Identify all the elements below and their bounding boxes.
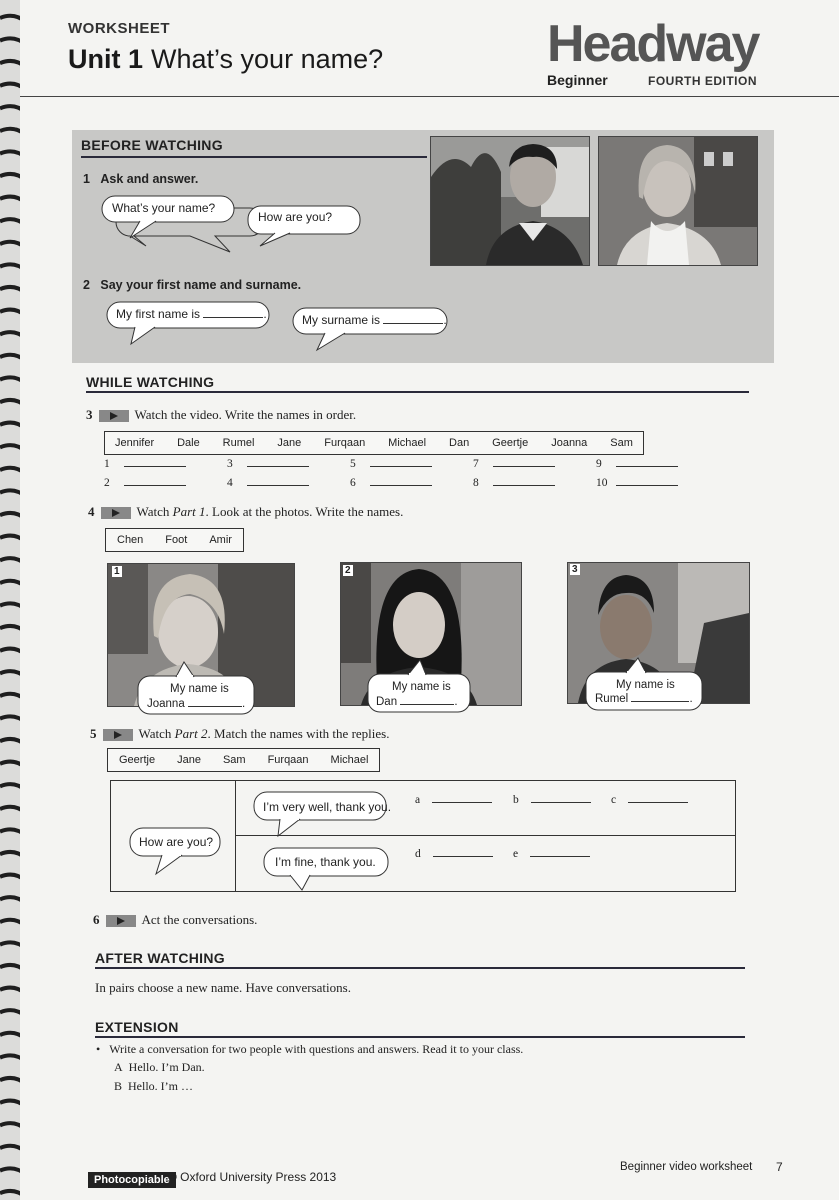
order-answer[interactable] (350, 458, 432, 470)
order-number: 9 (596, 458, 602, 470)
question-2 (83, 278, 301, 292)
question-1 (83, 172, 198, 186)
play-video-icon[interactable] (101, 507, 131, 519)
photo-number-3: 3 (572, 564, 578, 575)
answer-letter: d (415, 848, 421, 860)
unit-title (68, 44, 383, 75)
bubble-text: My surname is (302, 313, 381, 327)
question-number: 6 (93, 912, 100, 927)
section-rule (86, 391, 749, 393)
photo-1-line1: My name is (170, 683, 229, 695)
order-number: 1 (104, 458, 110, 470)
section-rule (81, 156, 427, 158)
question-number: 3 (86, 407, 93, 422)
name-option: Furqaan (324, 437, 366, 449)
reply-bubble-2 (262, 846, 392, 892)
answer-letter: e (513, 848, 519, 860)
order-answer[interactable] (473, 477, 555, 489)
unit-number: Unit 1 (68, 44, 144, 74)
photo-1-name: Joanna (147, 698, 185, 710)
name-option: Sam (610, 437, 633, 449)
order-answer[interactable] (596, 458, 678, 470)
question-bubble-text: How are you? (139, 835, 214, 849)
name-option: Furqaan (267, 754, 309, 766)
name-option: Foot (165, 534, 188, 546)
play-video-icon[interactable] (99, 410, 129, 422)
photo-3-name: Rumel (595, 693, 629, 705)
question-number: 4 (88, 504, 95, 519)
order-number: 3 (227, 458, 233, 470)
question-text: Watch (136, 504, 173, 519)
after-watching-text: In pairs choose a new name. Have conversations. (95, 980, 351, 995)
copyright: © Oxford University Press 2013 (168, 1170, 337, 1184)
order-answer[interactable] (104, 477, 186, 489)
question-5 (90, 726, 389, 742)
headway-logo: Headway (547, 15, 759, 73)
order-answer[interactable] (596, 477, 678, 489)
order-number: 7 (473, 458, 479, 470)
question-text: . Match the names with the replies. (207, 726, 390, 741)
names-box-q4 (105, 528, 244, 552)
question-number: 5 (90, 726, 97, 741)
level-label: Beginner (547, 72, 608, 88)
question-text: Act the conversations. (141, 912, 258, 927)
name-option: Chen (117, 534, 144, 546)
name-option: Michael (388, 437, 427, 449)
order-number: 4 (227, 477, 233, 489)
speaker-label: A (114, 1060, 123, 1074)
after-watching-heading: AFTER WATCHING (95, 950, 225, 966)
reply-1-text: I’m very well, thank you. (263, 800, 392, 814)
extension-line-b (114, 1079, 193, 1094)
section-rule (95, 967, 745, 969)
worksheet-label: WORKSHEET (68, 20, 170, 37)
order-answer[interactable] (473, 458, 555, 470)
match-answer[interactable] (415, 794, 492, 806)
question-text: Ask and answer. (100, 172, 199, 186)
order-number: 6 (350, 477, 356, 489)
question-text: Say your first name and surname. (100, 278, 302, 292)
question-4 (88, 504, 403, 520)
order-answer[interactable] (227, 458, 309, 470)
order-number: 10 (596, 477, 608, 489)
before-watching-heading: BEFORE WATCHING (81, 137, 223, 153)
name-option: Geertje (492, 437, 529, 449)
order-number: 5 (350, 458, 356, 470)
name-option: Jane (177, 754, 201, 766)
match-answer[interactable] (513, 794, 591, 806)
match-answer[interactable] (513, 848, 590, 860)
question-number: 2 (83, 278, 90, 292)
question-text-emphasis: Part 1 (172, 504, 206, 519)
photo-woman-street (598, 136, 758, 266)
extension-line-a (114, 1060, 205, 1075)
question-text: Watch (138, 726, 175, 741)
extension-bullet-text: Write a conversation for two people with questions and answers. Read it to your class. (109, 1042, 524, 1056)
question-3 (86, 407, 356, 423)
name-option: Rumel (222, 437, 255, 449)
names-box-q5 (107, 748, 380, 772)
play-video-icon[interactable] (106, 915, 136, 927)
photo-3-line2: Rumel . (595, 693, 693, 705)
answer-blanks-row-1 (415, 794, 715, 810)
while-watching-heading: WHILE WATCHING (86, 374, 215, 390)
page-number: 7 (776, 1160, 783, 1174)
bubble-first-name: My first name is . (116, 307, 267, 321)
answer-letter: b (513, 794, 519, 806)
names-box-q3 (104, 431, 644, 455)
extension-heading: EXTENSION (95, 1019, 179, 1035)
name-option: Dan (449, 437, 470, 449)
answer-blanks-row-2 (415, 848, 715, 864)
order-answer[interactable] (227, 477, 309, 489)
match-answer[interactable] (611, 794, 688, 806)
photo-3-line1: My name is (616, 679, 675, 691)
photo-1-line2: Joanna . (147, 698, 246, 710)
name-option: Michael (330, 754, 369, 766)
match-answer[interactable] (415, 848, 493, 860)
order-answer[interactable] (104, 458, 186, 470)
dialogue-text: Hello. I’m … (128, 1079, 194, 1093)
play-video-icon[interactable] (103, 729, 133, 741)
reply-2-text: I’m fine, thank you. (275, 855, 376, 869)
table-divider (235, 781, 236, 891)
edition-label: FOURTH EDITION (648, 74, 757, 88)
question-bubble (128, 826, 224, 878)
dialogue-text: Hello. I’m Dan. (128, 1060, 205, 1074)
name-option: Dale (177, 437, 200, 449)
name-option: Geertje (119, 754, 156, 766)
bubble-how-are-you: How are you? (258, 210, 333, 224)
name-option: Joanna (551, 437, 588, 449)
bubble-surname: My surname is . (302, 313, 447, 327)
photo-number-1: 1 (114, 566, 120, 577)
name-option: Amir (209, 534, 232, 546)
question-text: Watch the video. Write the names in order. (134, 407, 357, 422)
photocopiable-badge: Photocopiable (88, 1172, 176, 1188)
footer-label: Beginner video worksheet (620, 1161, 753, 1173)
photo-man-street (430, 136, 590, 266)
extension-bullet: • Write a conversation for two people with questions and answers. Read it to your class. (96, 1042, 524, 1056)
photo-2-name: Dan (376, 696, 398, 708)
photo-number-2: 2 (345, 565, 351, 576)
photo-2-line1: My name is (392, 681, 451, 693)
bubble-whats-your-name: What’s your name? (112, 201, 216, 215)
order-answer-grid (104, 458, 704, 494)
section-rule (95, 1036, 745, 1038)
answer-letter: c (611, 794, 617, 806)
speaker-label: B (114, 1079, 123, 1093)
order-number: 2 (104, 477, 110, 489)
order-number: 8 (473, 477, 479, 489)
unit-name: What’s your name? (151, 44, 384, 74)
bubble-text: My first name is (116, 307, 201, 321)
question-6 (93, 912, 257, 928)
order-answer[interactable] (350, 477, 432, 489)
name-option: Jane (277, 437, 302, 449)
worksheet-page (20, 0, 839, 1200)
name-option: Sam (222, 754, 246, 766)
answer-letter: a (415, 794, 421, 806)
reply-bubble-1 (252, 790, 392, 840)
photo-2-line2: Dan . (376, 696, 458, 708)
name-option: Jennifer (115, 437, 155, 449)
question-text: . Look at the photos. Write the names. (205, 504, 404, 519)
header-divider (20, 96, 839, 97)
question-number: 1 (83, 172, 90, 186)
question-text-emphasis: Part 2 (174, 726, 208, 741)
